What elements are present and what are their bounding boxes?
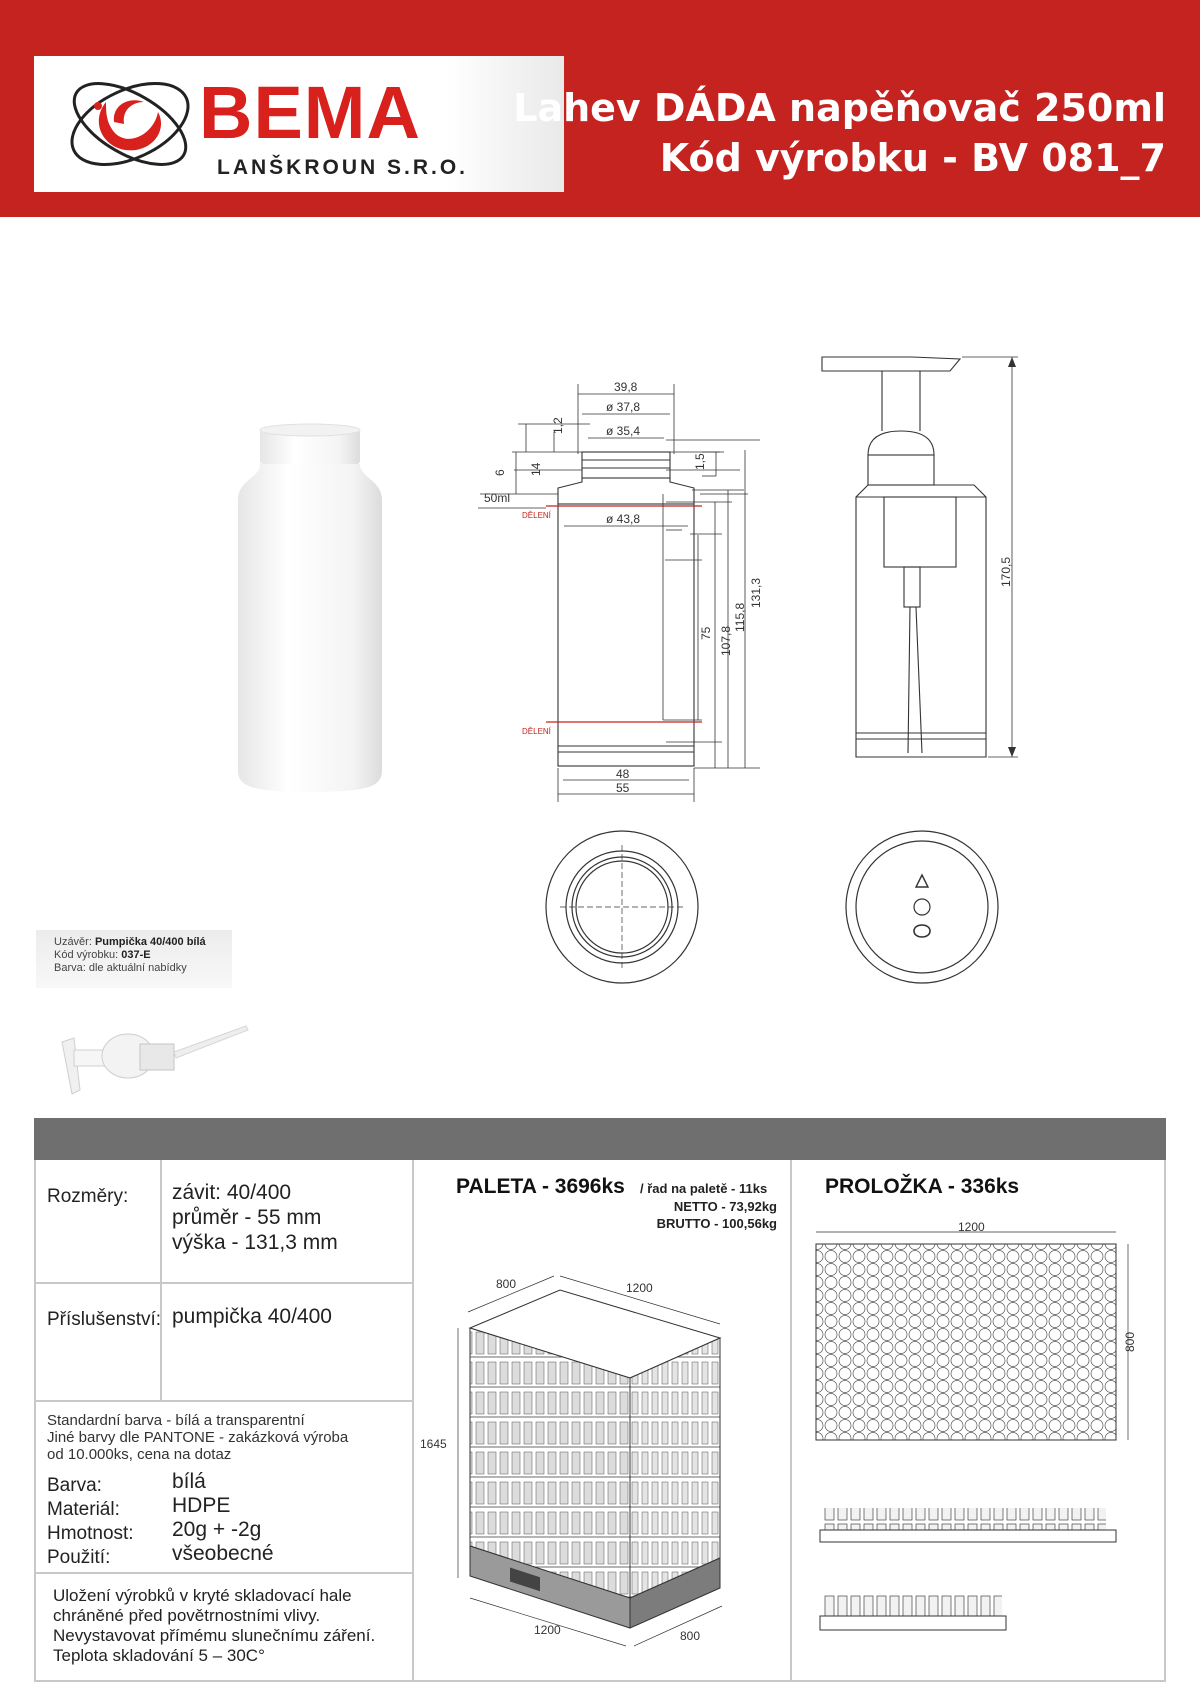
dimensions-label: Rozměry:	[47, 1186, 129, 1207]
weight-value: 20g + -2g	[172, 1518, 262, 1541]
usage-value: všeobecné	[172, 1542, 274, 1565]
closure-value: Pumpička 40/400 bílá	[94, 936, 206, 948]
table-border	[36, 1400, 412, 1402]
pallet-dim-800-bottom: 800	[680, 1629, 701, 1643]
dim-48: 48	[616, 767, 630, 781]
storage-line: Teplota skladování 5 – 30C°	[53, 1646, 265, 1665]
dim-75: 75	[699, 626, 713, 640]
layer-pad-dim-800: 800	[1123, 1331, 1137, 1352]
storage-note	[53, 1586, 375, 1666]
pallet-drawing	[420, 1268, 750, 1668]
weight-label: Hmotnost:	[47, 1523, 134, 1544]
pallet-dim-1200-top: 1200	[626, 1281, 653, 1295]
table-border	[160, 1160, 162, 1400]
storage-line: Uložení výrobků v kryté skladovací hale	[53, 1586, 352, 1605]
pallet-brutto: BRUTTO - 100,56kg	[656, 1216, 777, 1231]
dim-1705: 170,5	[999, 556, 1013, 587]
color-note	[47, 1412, 348, 1463]
table-border	[1164, 1160, 1166, 1682]
accessories-value: pumpička 40/400	[172, 1305, 332, 1328]
bema-logo-mark-icon	[58, 62, 208, 186]
color-note-line: Jiné barvy dle PANTONE - zakázková výroba	[47, 1429, 349, 1446]
table-border	[34, 1160, 36, 1682]
layer-pad-dim-1200: 1200	[958, 1220, 985, 1234]
bottle-bottom-view	[540, 825, 705, 990]
dim-14: 14	[529, 462, 543, 476]
storage-line: Nevystavovat přímému slunečnímu záření.	[53, 1626, 376, 1645]
dim-398: 39,8	[614, 380, 638, 394]
page-title: Lahev DÁDA napěňovač 250ml	[513, 86, 1166, 130]
logo-panel	[34, 56, 564, 192]
dimensions-values	[172, 1180, 338, 1255]
layer-pad-side-views	[810, 1498, 1140, 1658]
pallet-per-row: / řad na paletě - 11ks	[640, 1181, 768, 1196]
parting-line-label-bottom: DĚLENÍ	[522, 727, 551, 736]
color-note-line: od 10.000ks, cena na dotaz	[47, 1446, 232, 1463]
pump-top-view	[840, 825, 1005, 990]
table-border	[36, 1572, 412, 1574]
pallet-dim-1645: 1645	[420, 1437, 447, 1451]
dim-6: 6	[493, 469, 507, 476]
material-label: Materiál:	[47, 1499, 120, 1520]
product-code-title: Kód výrobku - BV 081_7	[659, 136, 1166, 180]
dim-1313: 131,3	[749, 577, 763, 608]
layer-pad-title: PROLOŽKA - 336ks	[825, 1175, 1020, 1198]
storage-line: chráněné před povětrnostními vlivy.	[53, 1606, 321, 1625]
header-banner	[0, 0, 1200, 217]
bottle-technical-drawing	[470, 370, 810, 820]
dim-50ml: 50ml	[484, 491, 511, 505]
layer-pad-drawing	[810, 1220, 1140, 1444]
parting-line-label-top: DĚLENÍ	[522, 511, 551, 520]
pallet-title: PALETA - 3696ks	[456, 1175, 625, 1198]
table-border	[36, 1282, 412, 1284]
closure-label: Uzávěr:	[54, 936, 95, 948]
bottle-pump-drawing	[812, 345, 1062, 775]
pump-photo	[50, 1012, 250, 1112]
dim-438: ø 43,8	[606, 512, 641, 526]
pallet-dim-1200-bottom: 1200	[534, 1623, 561, 1637]
table-border	[412, 1160, 414, 1682]
bottle-photo	[230, 420, 390, 800]
closure-info	[36, 930, 232, 988]
color-note-line: Standardní barva - bílá a transparentní	[47, 1412, 305, 1429]
material-value: HDPE	[172, 1494, 231, 1517]
dim-15: 1,5	[693, 453, 707, 470]
dim-378: ø 37,8	[606, 400, 641, 414]
diameter-value: průměr - 55 mm	[172, 1206, 322, 1229]
property-values	[172, 1470, 274, 1566]
table-border	[34, 1680, 1166, 1682]
dim-1158: 115,8	[733, 602, 747, 632]
section-divider-bar	[34, 1118, 1166, 1160]
closure-color: Barva: dle aktuální nabídky	[54, 962, 187, 974]
dim-354: ø 35,4	[606, 424, 641, 438]
logo-text: BEMA	[199, 71, 421, 154]
usage-label: Použití:	[47, 1547, 111, 1568]
pallet-netto: NETTO - 73,92kg	[673, 1199, 777, 1214]
color-value: bílá	[172, 1470, 206, 1493]
logo-subtitle: LANŠKROUN S.R.O.	[217, 156, 469, 179]
height-value: výška - 131,3 mm	[172, 1231, 338, 1254]
dim-1078: 107,8	[719, 625, 733, 656]
dim-55: 55	[616, 781, 630, 795]
property-labels	[47, 1474, 134, 1570]
closure-code-label: Kód výrobku:	[54, 949, 122, 961]
accessories-label: Příslušenství:	[47, 1309, 162, 1330]
color-label: Barva:	[47, 1475, 102, 1496]
thread-value: závit: 40/400	[172, 1181, 292, 1204]
pallet-dim-800-top: 800	[496, 1277, 517, 1291]
table-border	[790, 1160, 792, 1682]
closure-code-value: 037-E	[121, 949, 151, 961]
dim-12: 1,2	[551, 417, 565, 434]
